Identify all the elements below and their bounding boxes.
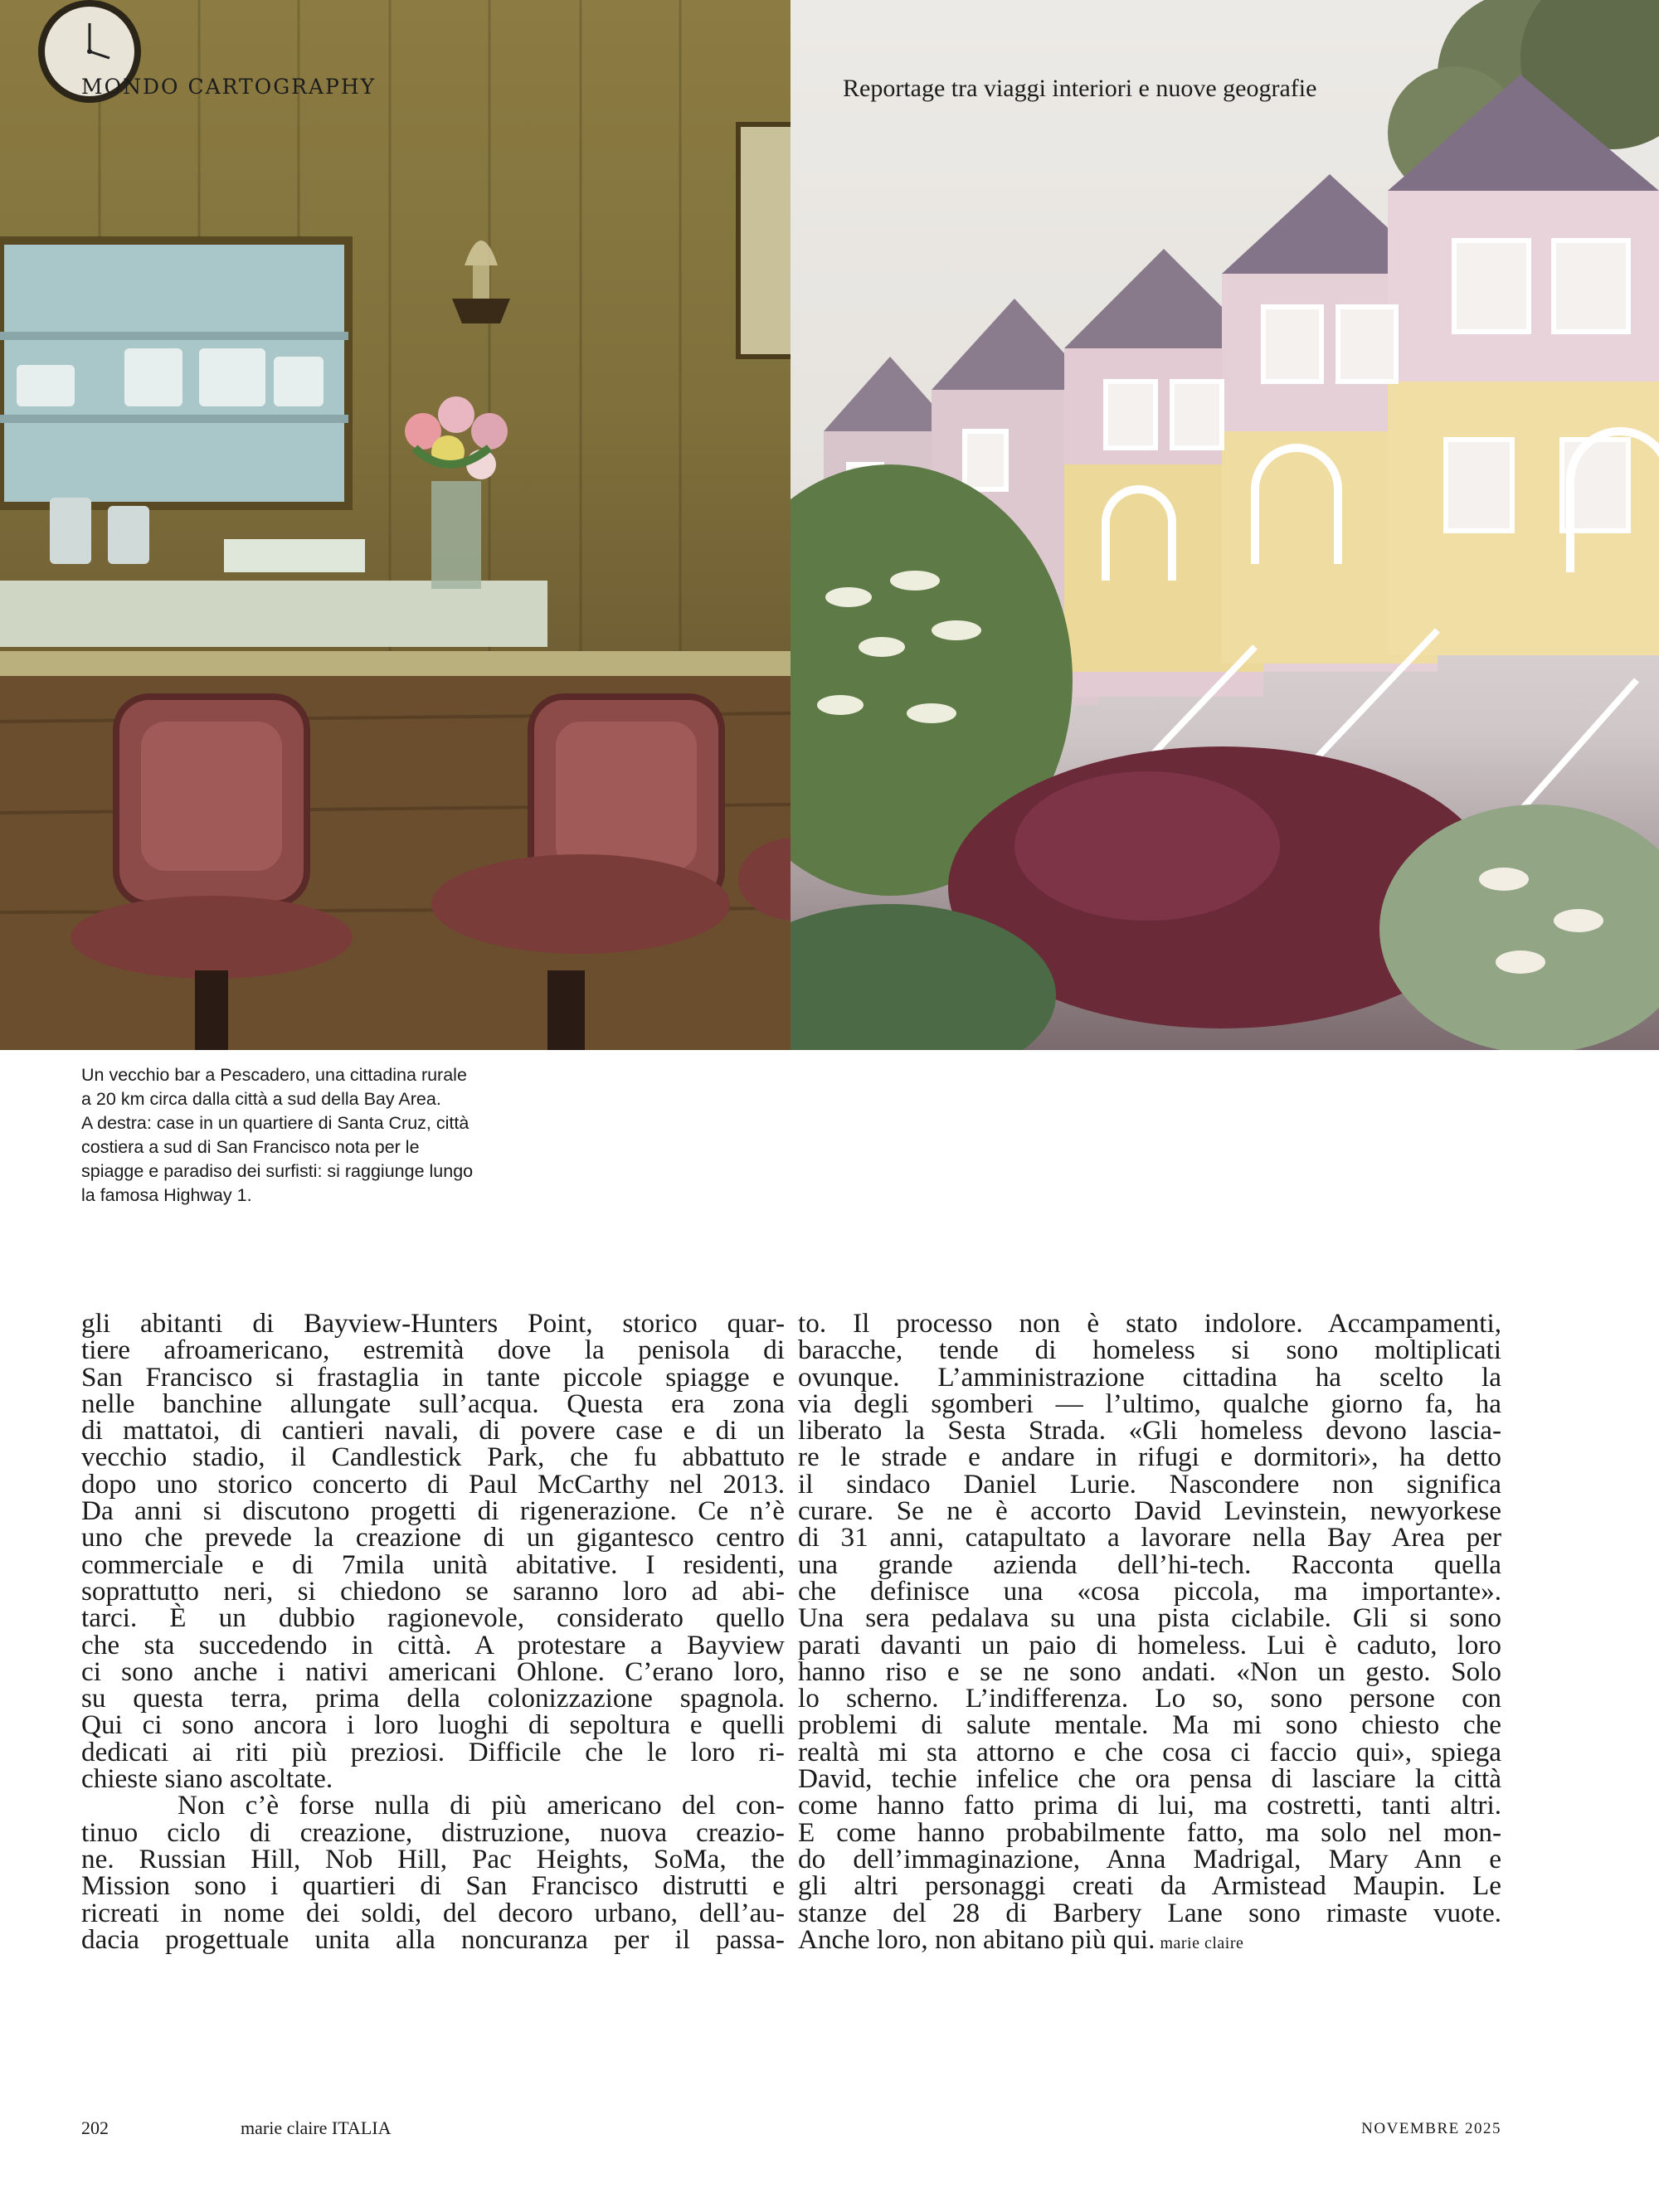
text-line: ricreati in nome dei soldi, del decoro urbano, dell’au- bbox=[81, 1897, 785, 1928]
text-line: uno che prevede la creazione di un gigantesco centro bbox=[81, 1522, 785, 1553]
text-line: di 31 anni, catapultato a lavorare nella Bay Area per bbox=[798, 1522, 1501, 1553]
text-line: parati davanti un paio di homeless. Lui è caduto, loro bbox=[798, 1629, 1501, 1660]
text-line: via degli sgomberi — l’ultimo, qualche giorno fa, ha bbox=[798, 1388, 1501, 1419]
text-line: chieste siano ascoltate. bbox=[81, 1763, 333, 1795]
text-line: lo scherno. L’indifferenza. Lo so, sono persone con bbox=[798, 1683, 1501, 1714]
text-line: ci sono anche i nativi americani Ohlone. C’erano loro, bbox=[81, 1655, 785, 1687]
caption-line: Un vecchio bar a Pescadero, una cittadina rurale bbox=[81, 1065, 467, 1085]
text-line: che definisce una «cosa piccola, ma importante». bbox=[798, 1575, 1501, 1607]
text-line: Una sera pedalava su una pista ciclabile. Gli si sono bbox=[798, 1602, 1501, 1634]
text-line: liberato la Sesta Strada. «Gli homeless devono lascia- bbox=[798, 1415, 1501, 1446]
caption-line: a 20 km circa dalla città a sud della Bay Area. bbox=[81, 1089, 441, 1109]
text-line: una grande azienda dell’hi-tech. Racconta quella bbox=[798, 1548, 1501, 1580]
text-line: vecchio stadio, il Candlestick Park, che fu abbattuto bbox=[81, 1441, 785, 1473]
text-line: dopo uno storico concerto di Paul McCarthy nel 2013. bbox=[81, 1468, 785, 1500]
text-line: nelle banchine allungate sull’acqua. Questa era zona bbox=[81, 1388, 785, 1419]
text-line: stanze del 28 di Barbery Lane sono rimaste vuote. bbox=[798, 1897, 1501, 1928]
caption-line: costiera a sud di San Francisco nota per le bbox=[81, 1137, 420, 1157]
photo-caption bbox=[81, 1063, 546, 1208]
text-line: gli altri personaggi creati da Armistead Maupin. Le bbox=[798, 1870, 1501, 1902]
text-line: Da anni si discutono progetti di rigenerazione. Ce n’è bbox=[81, 1495, 785, 1527]
issue-date: NOVEMBRE 2025 bbox=[1361, 2120, 1501, 2137]
text-line: tiere afroamericano, estremità dove la penisola di bbox=[81, 1334, 785, 1366]
text-line: baracche, tende di homeless si sono moltiplicati bbox=[798, 1334, 1501, 1366]
photo-houses-santa-cruz bbox=[791, 0, 1659, 1050]
magazine-name: marie claire ITALIA bbox=[241, 2117, 392, 2138]
text-line: tinuo ciclo di creazione, distruzione, nuova creazio- bbox=[81, 1816, 785, 1848]
final-sentence: Anche loro, non abitano più qui. bbox=[798, 1923, 1155, 1955]
caption-line: spiagge e paradiso dei surfisti: si raggiunge lungo bbox=[81, 1161, 474, 1181]
text-line: commerciale e di 7mila unità abitative. I residenti, bbox=[81, 1548, 785, 1580]
article-column-left bbox=[81, 1310, 785, 1953]
text-line: re le strade e andare in rifugi e dormitori», ha detto bbox=[798, 1441, 1501, 1473]
text-line: di mattatoi, di cantieri navali, di povere case e di un bbox=[81, 1415, 785, 1446]
text-line-final bbox=[798, 1923, 1501, 1955]
photo-bar-pescadero bbox=[0, 0, 791, 1050]
section-label: MONDO CARTOGRAPHY bbox=[81, 75, 377, 99]
caption-line: A destra: case in un quartiere di Santa Cruz, città bbox=[81, 1113, 469, 1133]
text-line: Mission sono i quartieri di San Francisco distrutti e bbox=[81, 1870, 785, 1902]
text-line: realtà mi sta attorno e che cosa ci faccio qui», spiega bbox=[798, 1736, 1501, 1767]
text-line: Qui ci sono ancora i loro luoghi di sepoltura e quelli bbox=[81, 1709, 785, 1741]
text-line: ne. Russian Hill, Nob Hill, Pac Heights, SoMa, the bbox=[81, 1843, 785, 1874]
text-line: tarci. È un dubbio ragionevole, considerato quello bbox=[81, 1602, 785, 1634]
houses-illustration bbox=[791, 0, 1659, 1050]
text-line: dacia progettuale unita alla noncuranza per il passa- bbox=[81, 1923, 785, 1955]
section-tagline: Reportage tra viaggi interiori e nuove geografie bbox=[843, 75, 1317, 102]
bar-interior-illustration bbox=[0, 0, 791, 1050]
text-line: hanno riso e se ne sono andati. «Non un gesto. Solo bbox=[798, 1655, 1501, 1687]
text-line: il sindaco Daniel Lurie. Nascondere non significa bbox=[798, 1468, 1501, 1500]
caption-line: la famosa Highway 1. bbox=[81, 1185, 252, 1205]
text-line: gli abitanti di Bayview-Hunters Point, storico quar- bbox=[81, 1308, 785, 1339]
text-line: Non c’è forse nulla di più americano del con- bbox=[178, 1790, 785, 1821]
text-line: E come hanno probabilmente fatto, ma solo nel mon- bbox=[798, 1816, 1501, 1848]
article-signoff: marie claire bbox=[1160, 1933, 1244, 1952]
text-line: curare. Se ne è accorto David Levinstein, newyorkese bbox=[798, 1495, 1501, 1527]
text-line: San Francisco si frastaglia in tante piccole spiagge e bbox=[81, 1361, 785, 1393]
text-line: che sta succedendo in città. A protestare a Bayview bbox=[81, 1629, 785, 1660]
text-line: come hanno fatto prima di lui, ma costretti, tanti altri. bbox=[798, 1790, 1501, 1821]
text-line: soprattutto neri, si chiedono se saranno loro ad abi- bbox=[81, 1575, 785, 1607]
text-line: do dell’immaginazione, Anna Madrigal, Mary Ann e bbox=[798, 1843, 1501, 1874]
text-line: David, techie infelice che ora pensa di lasciare la città bbox=[798, 1763, 1501, 1795]
article-column-right bbox=[798, 1310, 1501, 1953]
text-line: ovunque. L’amministrazione cittadina ha scelto la bbox=[798, 1361, 1501, 1393]
page-number: 202 bbox=[81, 2117, 109, 2138]
text-line: dedicati ai riti più preziosi. Difficile che le loro ri- bbox=[81, 1736, 785, 1767]
text-line: problemi di salute mentale. Ma mi sono chiesto che bbox=[798, 1709, 1501, 1741]
text-line: to. Il processo non è stato indolore. Accampamenti, bbox=[798, 1308, 1501, 1339]
text-line: su questa terra, prima della colonizzazione spagnola. bbox=[81, 1683, 785, 1714]
